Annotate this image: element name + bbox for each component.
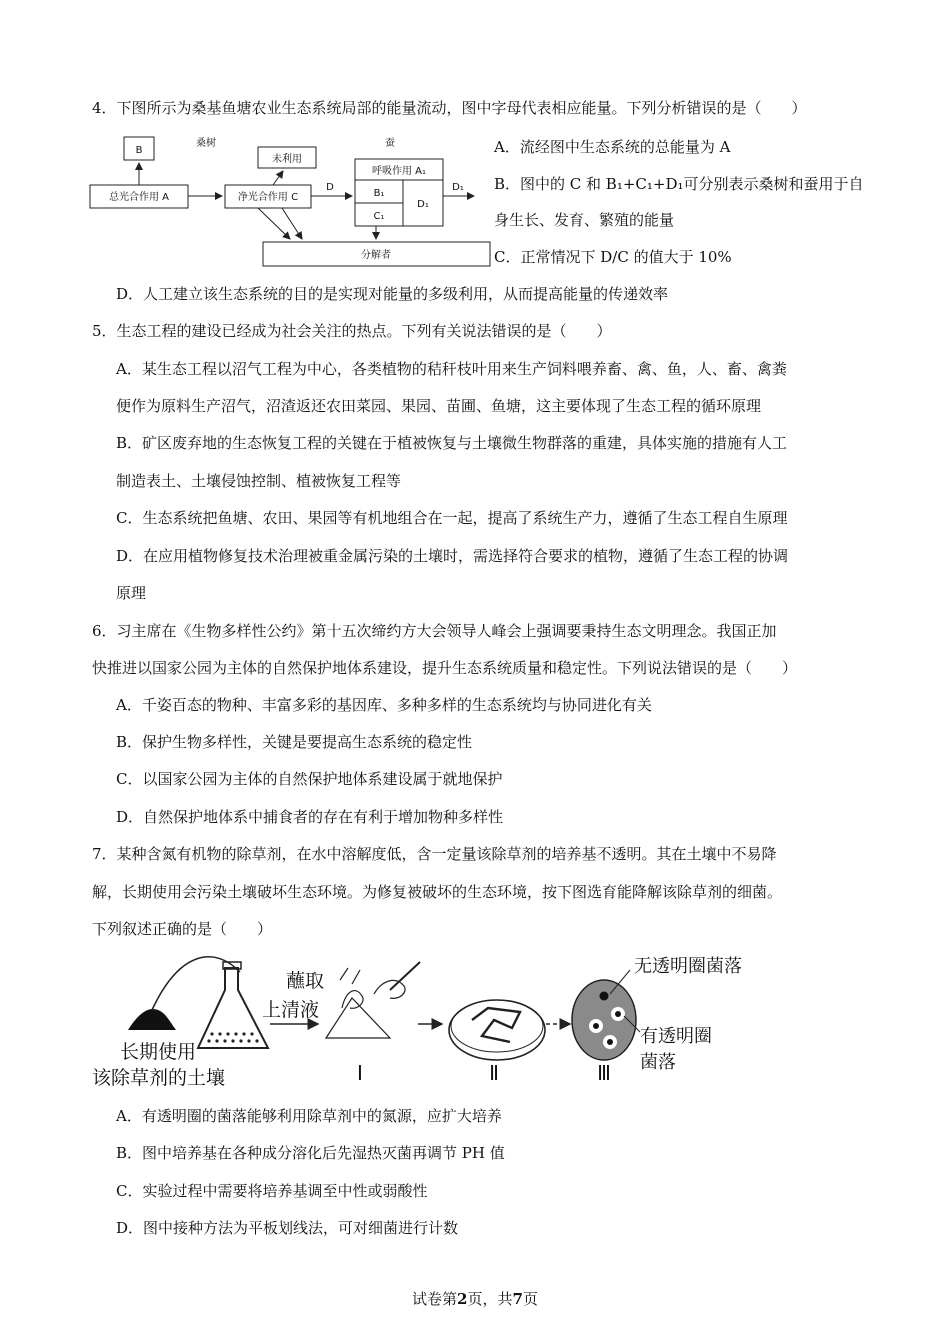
q5-option-d-line1: D．在应用植物修复技术治理被重金属污染的土壤时，需选择符合要求的植物，遵循了生态工程的协调 xyxy=(116,547,789,565)
q7-screening-diagram xyxy=(90,950,742,1092)
text-net: 净光合作用 C xyxy=(237,192,299,203)
q6-option-a: A．千姿百态的物种、丰富多彩的基因库、多种多样的生态系统均与协同进化有关 xyxy=(116,696,652,714)
dip-label-line1: 蘸取 xyxy=(286,970,325,992)
footer-prefix: 试卷第 xyxy=(412,1290,458,1308)
arrow-label-D: D xyxy=(326,182,334,193)
colony-plate-icon xyxy=(572,980,636,1060)
colony-no-halo-icon xyxy=(600,992,609,1001)
label-can: 蚕 xyxy=(385,138,395,149)
label-halo-line1: 有透明圈 xyxy=(640,1026,712,1047)
q5-option-b-line1: B．矿区废弃地的生态恢复工程的关键在于植被恢复与土壤微生物群落的重建，具体实施的措施有人工 xyxy=(116,434,788,452)
text-D1: D₁ xyxy=(417,199,429,210)
q7-stem-line1: 7．某种含氮有机物的除草剂，在水中溶解度低，含一定量该除草剂的培养基不透明。其在土壤中不易降 xyxy=(92,845,777,863)
text-B1: B₁ xyxy=(373,188,385,199)
q7-option-c: C．实验过程中需要将培养基调至中性或弱酸性 xyxy=(116,1182,428,1200)
q4-energy-flow-diagram xyxy=(88,128,490,270)
text-respiration: 呼吸作用 A₁ xyxy=(371,166,427,177)
q4-option-a: A．流经图中生态系统的总能量为 A xyxy=(494,138,731,156)
footer-page-number: 2 xyxy=(457,1290,468,1308)
step-III-label: Ⅲ xyxy=(597,1061,611,1085)
q6-stem-line2: 快推进以国家公园为主体的自然保护地体系建设，提升生态系统质量和稳定性。下列说法错误的是（ ） xyxy=(92,659,798,677)
q5-option-a-line2: 便作为原料生产沼气，沼渣返还农田菜园、果园、苗圃、鱼塘，这主要体现了生态工程的循环原理 xyxy=(116,397,762,415)
soil-mound-icon xyxy=(128,1009,176,1030)
tube-icon xyxy=(152,957,240,1010)
q4-option-d: D．人工建立该生态系统的目的是实现对能量的多级利用，从而提高能量的传递效率 xyxy=(116,285,669,303)
q5-option-d-line2: 原理 xyxy=(116,584,147,602)
q5-option-a-line1: A．某生态工程以沼气工程为中心，各类植物的秸秆枝叶用来生产饲料喂养畜、禽、鱼，人、畜、禽粪 xyxy=(116,360,787,378)
q7-stem-line3: 下列叙述正确的是（ ） xyxy=(92,920,273,938)
q5-option-c: C．生态系统把鱼塘、农田、果园等有机地组合在一起，提高了系统生产力，遵循了生态工程自生原理 xyxy=(116,509,788,527)
text-decomposer: 分解者 xyxy=(361,250,391,261)
dip-label-line2: 上清液 xyxy=(262,999,320,1021)
label-sangshu: 桑树 xyxy=(196,138,216,149)
q6-option-c: C．以国家公园为主体的自然保护地体系建设属于就地保护 xyxy=(116,770,503,788)
inoculation-icon xyxy=(326,962,420,1038)
soil-label-line1: 长期使用 xyxy=(120,1041,197,1063)
q7-option-b: B．图中培养基在各种成分溶化后先湿热灭菌再调节 PH 值 xyxy=(116,1144,505,1162)
footer-suffix: 页 xyxy=(522,1290,538,1308)
q6-option-b: B．保护生物多样性，关键是要提高生态系统的稳定性 xyxy=(116,733,473,751)
text-total: 总光合作用 A xyxy=(108,192,170,203)
text-unused: 未利用 xyxy=(272,154,302,165)
q5-option-b-line2: 制造表土、土壤侵蚀控制、植被恢复工程等 xyxy=(116,472,402,490)
q7-option-a: A．有透明圈的菌落能够利用除草剂中的氮源，应扩大培养 xyxy=(116,1107,502,1125)
q4-stem: 4．下图所示为桑基鱼塘农业生态系统局部的能量流动，图中字母代表相应能量。下列分析错误的是（ ） xyxy=(92,99,807,117)
footer-total-pages: 7 xyxy=(512,1290,523,1308)
text-C1: C₁ xyxy=(373,211,385,222)
flask-icon xyxy=(198,962,268,1048)
q7-option-d: D．图中接种方法为平板划线法，可对细菌进行计数 xyxy=(116,1219,459,1237)
q7-stem-line2: 解，长期使用会污染土壤破坏生态环境。为修复被破坏的生态环境，按下图选育能降解该除草剂的细菌。 xyxy=(92,883,783,901)
step-II-label: Ⅱ xyxy=(489,1061,499,1085)
q4-option-b-line1: B．图中的 C 和 B₁+C₁+D₁可分别表示桑树和蚕用于自 xyxy=(494,175,864,193)
label-no-halo: 无透明圈菌落 xyxy=(634,956,742,977)
q6-option-d: D．自然保护地体系中捕食者的存在有利于增加物种多样性 xyxy=(116,808,504,826)
step-I-label: Ⅰ xyxy=(357,1061,363,1085)
page-footer xyxy=(0,1288,950,1309)
text-B: B xyxy=(135,145,143,156)
arrow-label-D1: D₁ xyxy=(452,182,464,193)
soil-label-line2: 该除草剂的土壤 xyxy=(92,1067,226,1089)
q5-stem: 5．生态工程的建设已经成为社会关注的热点。下列有关说法错误的是（ ） xyxy=(92,322,612,340)
q4-option-c: C．正常情况下 D/C 的值大于 10% xyxy=(494,248,732,266)
label-halo-line2: 菌落 xyxy=(640,1052,676,1073)
streak-plate-icon xyxy=(449,1000,545,1060)
q4-option-b-line2: 身生长、发育、繁殖的能量 xyxy=(494,211,675,229)
q6-stem-line1: 6．习主席在《生物多样性公约》第十五次缔约方大会领导人峰会上强调要秉持生态文明理念。我国正加 xyxy=(92,622,777,640)
footer-middle: 页，共 xyxy=(467,1290,513,1308)
